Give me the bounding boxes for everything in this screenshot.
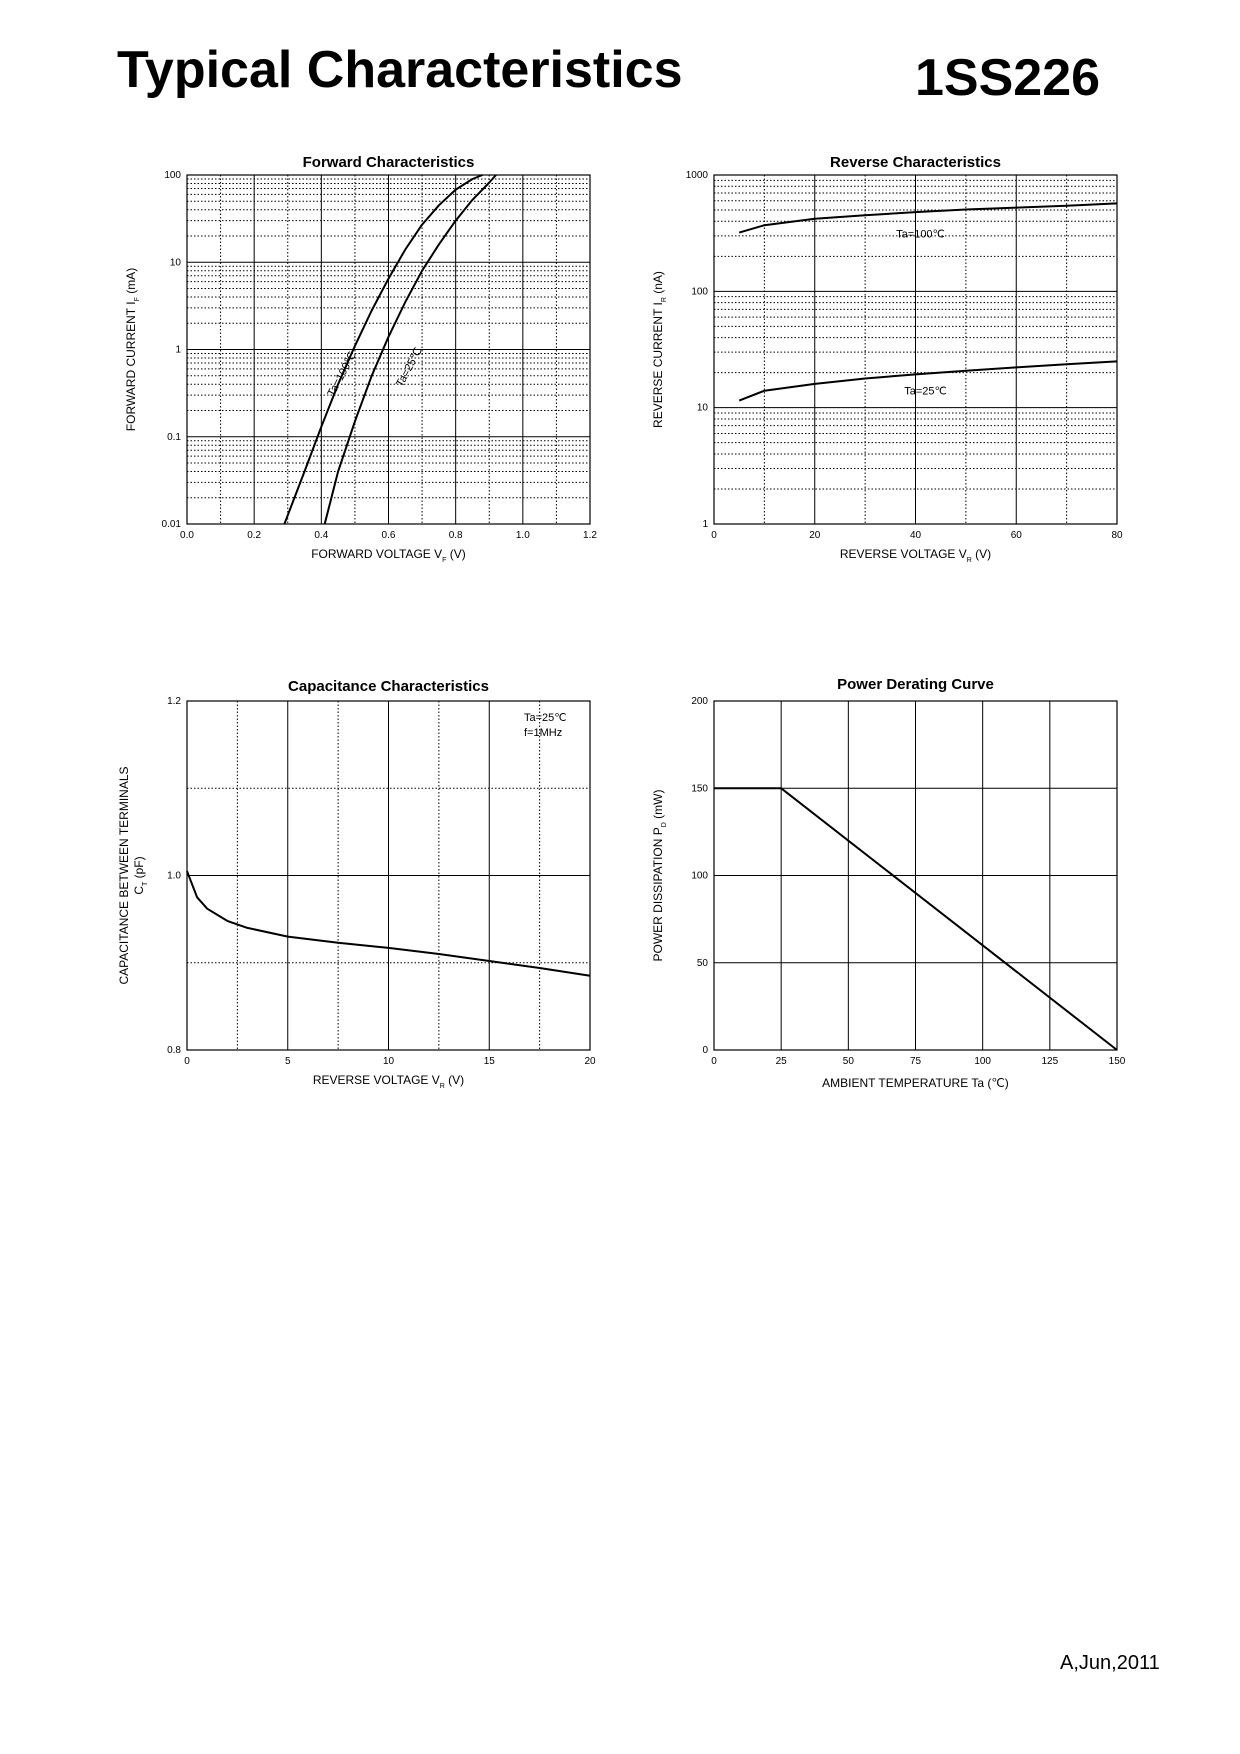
y-tick-label: 1.0 (167, 870, 181, 882)
revision-date: A,Jun,2011 (1060, 1652, 1160, 1674)
y-tick-label: 0 (702, 1045, 708, 1056)
y-tick-label: 10 (169, 257, 181, 269)
x-tick-label: 0.2 (247, 530, 262, 541)
y-axis-label: POWER DISSIPATION $P_D$ (mW) (651, 789, 668, 962)
chart-title: Capacitance Characteristics (288, 678, 489, 695)
x-tick-label: 1.2 (583, 530, 597, 541)
y-tick-label: 0.1 (167, 431, 181, 443)
chart-title: Power Derating Curve (837, 676, 994, 693)
x-axis-label: REVERSE VOLTAGE $V_R$ (V) (312, 1073, 465, 1090)
x-tick-label: 0.4 (314, 530, 329, 541)
x-tick-label: 0 (711, 530, 717, 541)
x-tick-label: 0.0 (180, 530, 194, 541)
x-tick-label: 80 (1111, 530, 1123, 541)
x-tick-label: 5 (284, 1056, 291, 1067)
y-tick-label: 1 (702, 519, 708, 530)
y-tick-label: 0.01 (161, 519, 181, 530)
y-tick-label: 0.8 (167, 1045, 181, 1056)
x-tick-label: 60 (1010, 530, 1022, 541)
x-axis-label: FORWARD VOLTAGE $V_F$ (V) (311, 547, 466, 564)
y-tick-label: 100 (691, 286, 708, 298)
x-tick-label: 100 (974, 1056, 992, 1067)
y-axis-label: FORWARD CURRENT $I_F$ (mA) (124, 267, 141, 432)
y-tick-label: 100 (691, 870, 708, 882)
y-tick-label: 1.2 (167, 696, 181, 707)
x-tick-label: 15 (483, 1056, 495, 1067)
y-tick-label: 1 (175, 344, 181, 356)
y-tick-label: 1000 (685, 170, 708, 181)
chart-annotation: Ta=25℃ (524, 712, 567, 724)
x-axis-label: REVERSE VOLTAGE $V_R$ (V) (839, 547, 992, 564)
series-label: Ta=25℃ (904, 385, 947, 398)
x-tick-label: 0 (711, 1056, 717, 1067)
series-label: Ta=100℃ (325, 350, 359, 399)
x-tick-label: 1.0 (515, 530, 530, 541)
x-axis-label: AMBIENT TEMPERATURE Ta (℃) (822, 1076, 1009, 1090)
x-tick-label: 50 (842, 1056, 854, 1067)
x-tick-label: 0 (184, 1056, 190, 1067)
y-tick-label: 200 (691, 696, 708, 707)
x-tick-label: 20 (584, 1056, 596, 1067)
x-tick-label: 10 (382, 1056, 395, 1067)
x-tick-label: 0.8 (448, 530, 463, 541)
page-title: Typical Characteristics (117, 41, 683, 99)
y-tick-label: 100 (164, 170, 181, 181)
x-tick-label: 150 (1108, 1056, 1126, 1067)
x-tick-label: 75 (909, 1056, 922, 1067)
y-tick-label: 150 (691, 783, 708, 795)
x-tick-label: 0.6 (381, 530, 396, 541)
x-tick-label: 125 (1041, 1056, 1059, 1067)
chart-title: Reverse Characteristics (830, 154, 1001, 171)
y-axis-label: CAPACITANCE BETWEEN $TERMINALSC_T$ (pF) (117, 766, 149, 985)
y-tick-label: 10 (696, 402, 708, 414)
chart-title: Forward Characteristics (302, 154, 475, 171)
chart-annotation: f=1MHz (524, 727, 563, 739)
x-tick-label: 40 (909, 530, 922, 541)
part-number: 1SS226 (915, 49, 1101, 107)
series-label: Ta=100℃ (896, 228, 945, 241)
y-axis-label: REVERSE CURRENT $I_R$ (nA) (651, 271, 668, 428)
x-tick-label: 20 (809, 530, 821, 541)
x-tick-label: 25 (775, 1056, 787, 1067)
series-label: Ta=25℃ (394, 345, 425, 390)
y-tick-label: 50 (696, 957, 708, 969)
